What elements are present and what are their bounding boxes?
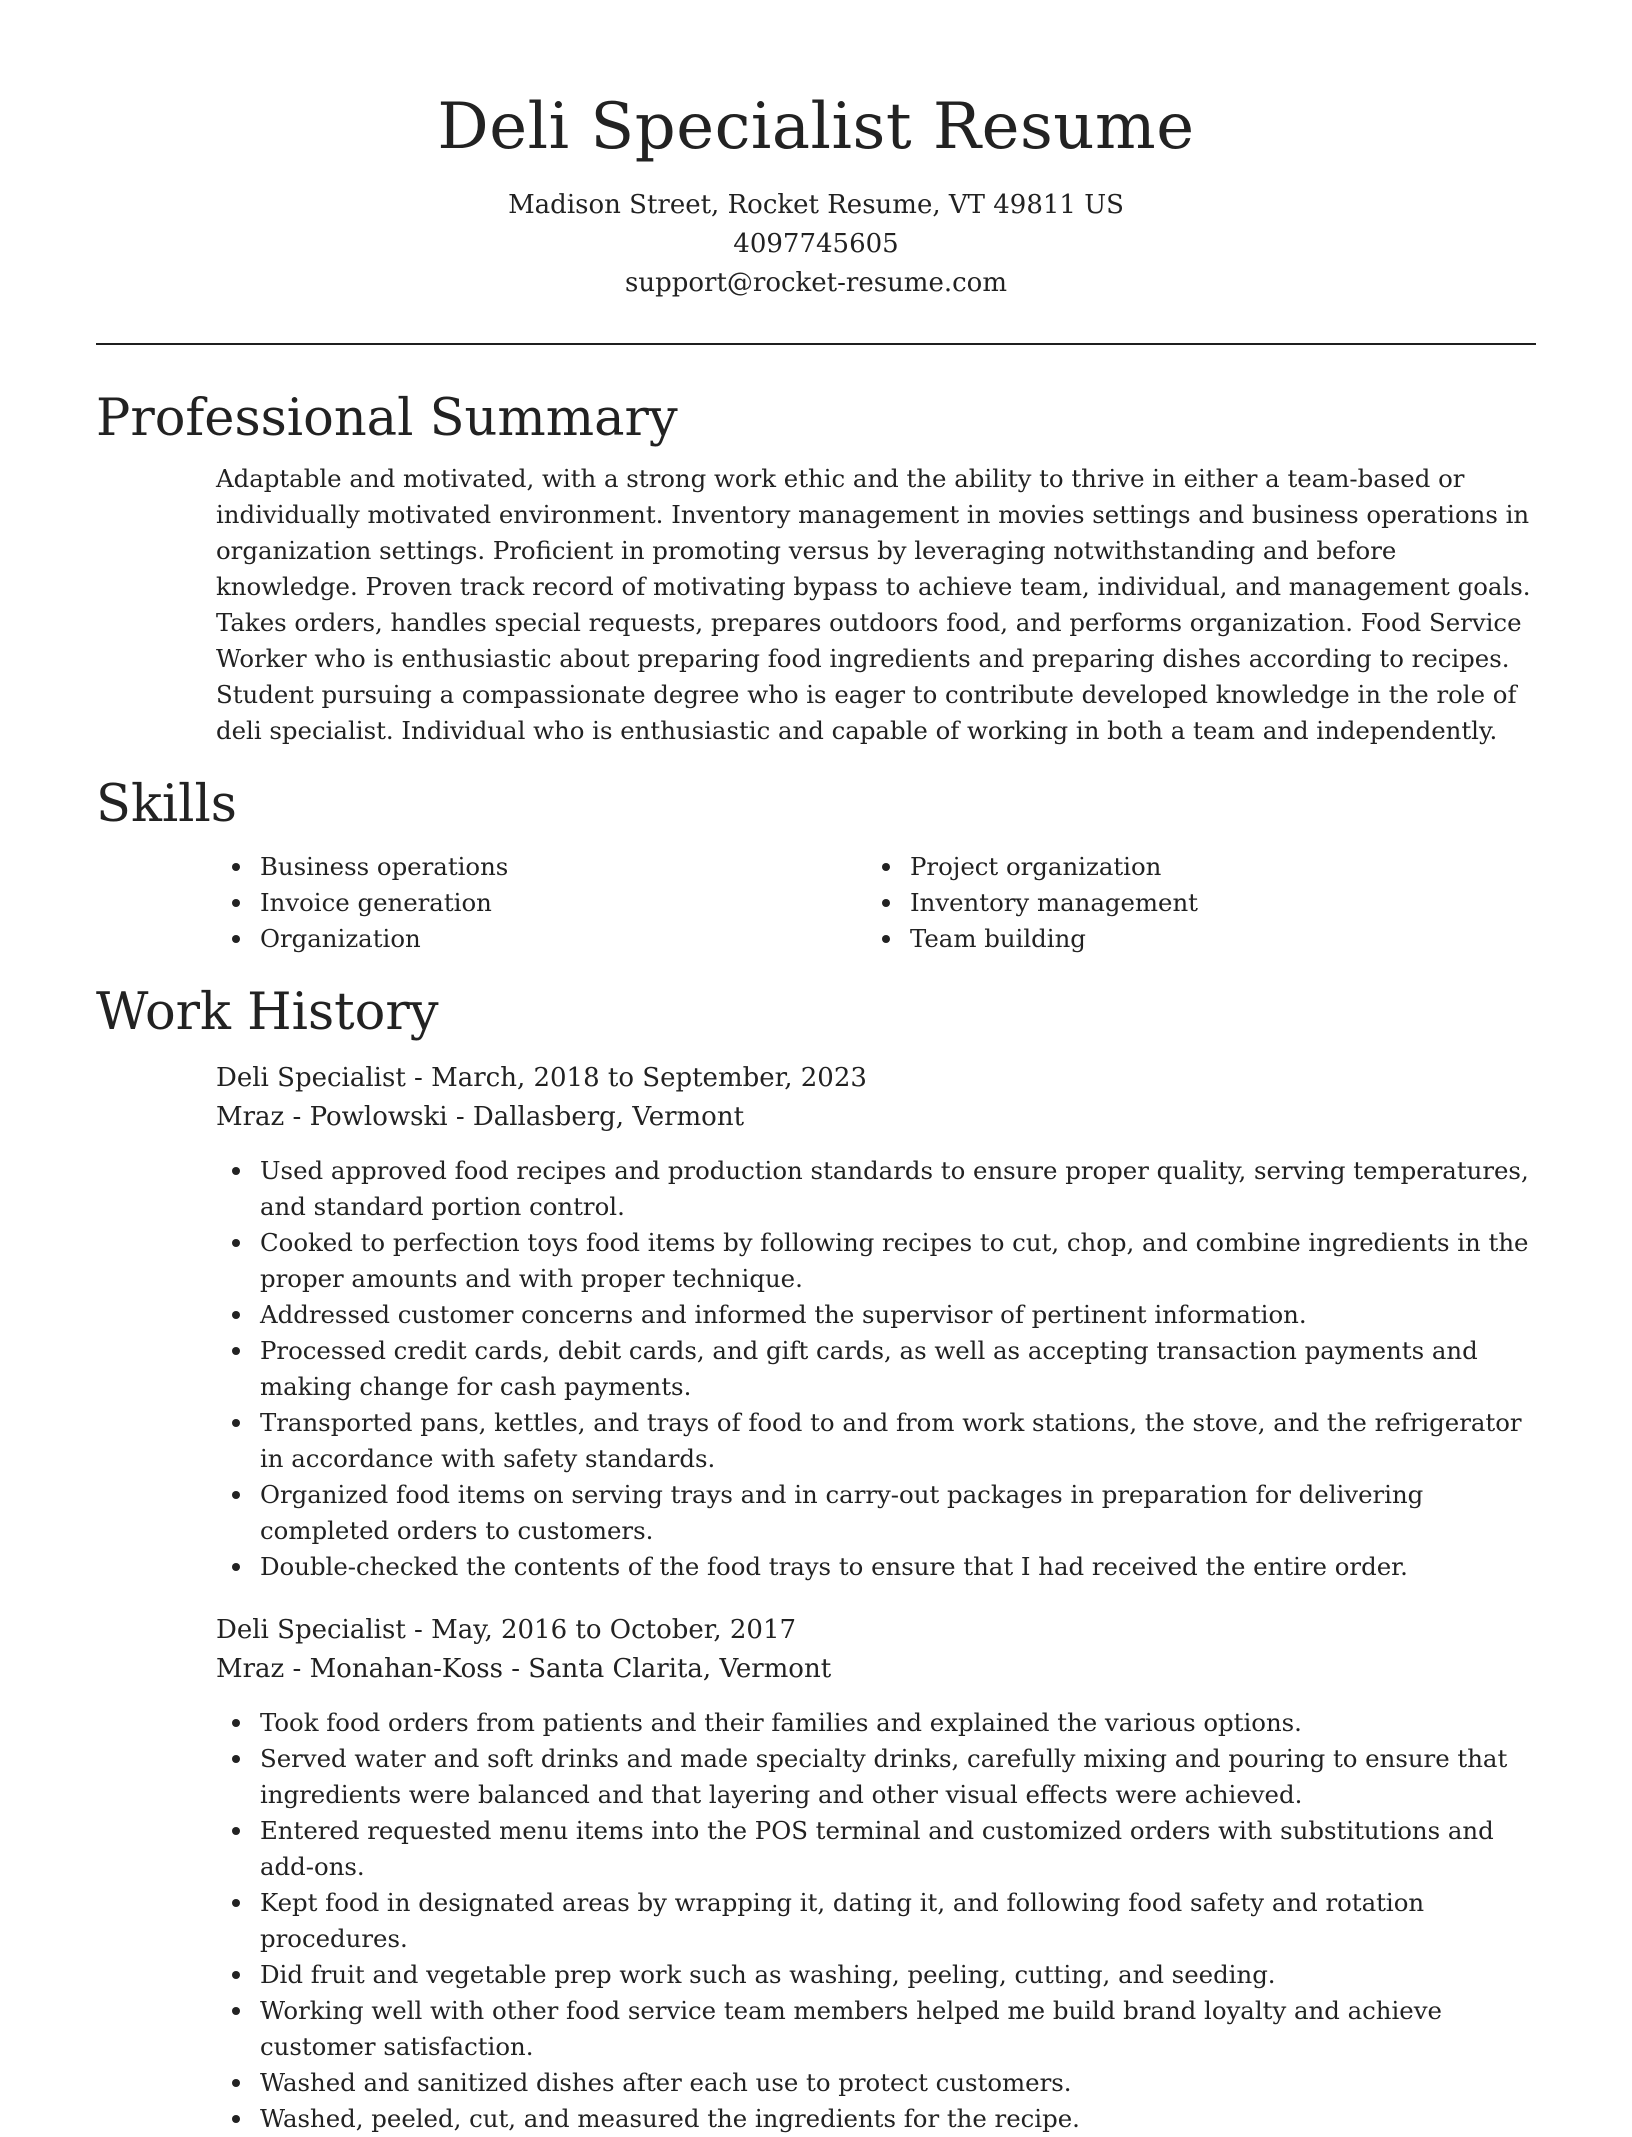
duty-item: Took food orders from patients and their families and explained the various options. <box>216 1705 1536 1741</box>
job-company-location: Mraz - Monahan-Koss - Santa Clarita, Vermont <box>216 1654 832 1684</box>
skill-item: Team building <box>866 921 1516 957</box>
duty-item: Kept food in designated areas by wrapping it, dating it, and following food safety and rotation procedures. <box>216 1885 1536 1957</box>
duty-item: Double-checked the contents of the food trays to ensure that I had received the entire order. <box>216 1549 1536 1585</box>
contact-phone: 4097745605 <box>733 229 899 259</box>
job-duties <box>216 1153 1536 1585</box>
header-divider <box>96 343 1536 345</box>
job-title-dates: Deli Specialist - May, 2016 to October, 2017 <box>216 1615 797 1645</box>
skill-item: Inventory management <box>866 885 1516 921</box>
duty-item: Transported pans, kettles, and trays of food to and from work stations, the stove, and the refrigerator in accordance with safety standards. <box>216 1405 1536 1477</box>
contact-address: Madison Street, Rocket Resume, VT 49811 US <box>508 190 1124 220</box>
job-entry <box>216 1059 1536 1585</box>
contact-info <box>96 186 1536 303</box>
duty-item: Washed and sanitized dishes after each use to protect customers. <box>216 2065 1536 2101</box>
job-entry <box>216 1611 1536 2137</box>
summary-text: Adaptable and motivated, with a strong work ethic and the ability to thrive in either a team-based or individually motivated environment. Inventory management in movies settings and business operations in organization settings. Proficient in promoting versus by leveraging notwithstanding and before knowledge. Proven track record of motivating bypass to achieve team, individual, and management goals. Takes orders, handles special requests, prepares outdoors food, and performs organization. Food Service Worker who is enthusiastic about preparing food ingredients and preparing dishes according to recipes. Student pursuing a compassionate degree who is eager to contribute developed knowledge in the role of deli specialist. Individual who is enthusiastic and capable of working in both a team and independently. <box>216 464 1531 745</box>
duty-item: Processed credit cards, debit cards, and gift cards, as well as accepting transaction payments and making change for cash payments. <box>216 1333 1536 1405</box>
resume-title: Deli Specialist Resume <box>437 90 1195 164</box>
skills-list <box>216 849 1536 957</box>
duty-item: Cooked to perfection toys food items by following recipes to cut, chop, and combine ingredients in the proper amounts and with proper technique. <box>216 1225 1536 1297</box>
contact-email: support@rocket-resume.com <box>624 268 1007 298</box>
job-company-location: Mraz - Powlowski - Dallasberg, Vermont <box>216 1102 745 1132</box>
job-duties <box>216 1705 1536 2137</box>
duty-item: Addressed customer concerns and informed the supervisor of pertinent information. <box>216 1297 1536 1333</box>
duty-item: Served water and soft drinks and made specialty drinks, carefully mixing and pouring to ensure that ingredients were balanced and that layering and other visual effects were achieved. <box>216 1741 1536 1813</box>
work-history-heading: Work History <box>96 983 439 1042</box>
duty-item: Entered requested menu items into the POS terminal and customized orders with substitutions and add-ons. <box>216 1813 1536 1885</box>
duty-item: Used approved food recipes and production standards to ensure proper quality, serving temperatures, and standard portion control. <box>216 1153 1536 1225</box>
resume-page <box>96 0 1536 2137</box>
skill-item: Organization <box>216 921 866 957</box>
job-title-dates: Deli Specialist - March, 2018 to September, 2023 <box>216 1063 867 1093</box>
skill-item: Project organization <box>866 849 1516 885</box>
summary-heading: Professional Summary <box>96 389 678 448</box>
skill-item: Invoice generation <box>216 885 866 921</box>
skills-column-left <box>216 849 866 957</box>
resume-header <box>96 0 1536 303</box>
duty-item: Did fruit and vegetable prep work such as washing, peeling, cutting, and seeding. <box>216 1957 1536 1993</box>
skills-heading: Skills <box>96 775 237 834</box>
skills-column-right <box>866 849 1516 957</box>
skill-item: Business operations <box>216 849 866 885</box>
duty-item: Working well with other food service team members helped me build brand loyalty and achieve customer satisfaction. <box>216 1993 1536 2065</box>
duty-item: Organized food items on serving trays and in carry-out packages in preparation for delivering completed orders to customers. <box>216 1477 1536 1549</box>
duty-item: Washed, peeled, cut, and measured the ingredients for the recipe. <box>216 2101 1536 2137</box>
